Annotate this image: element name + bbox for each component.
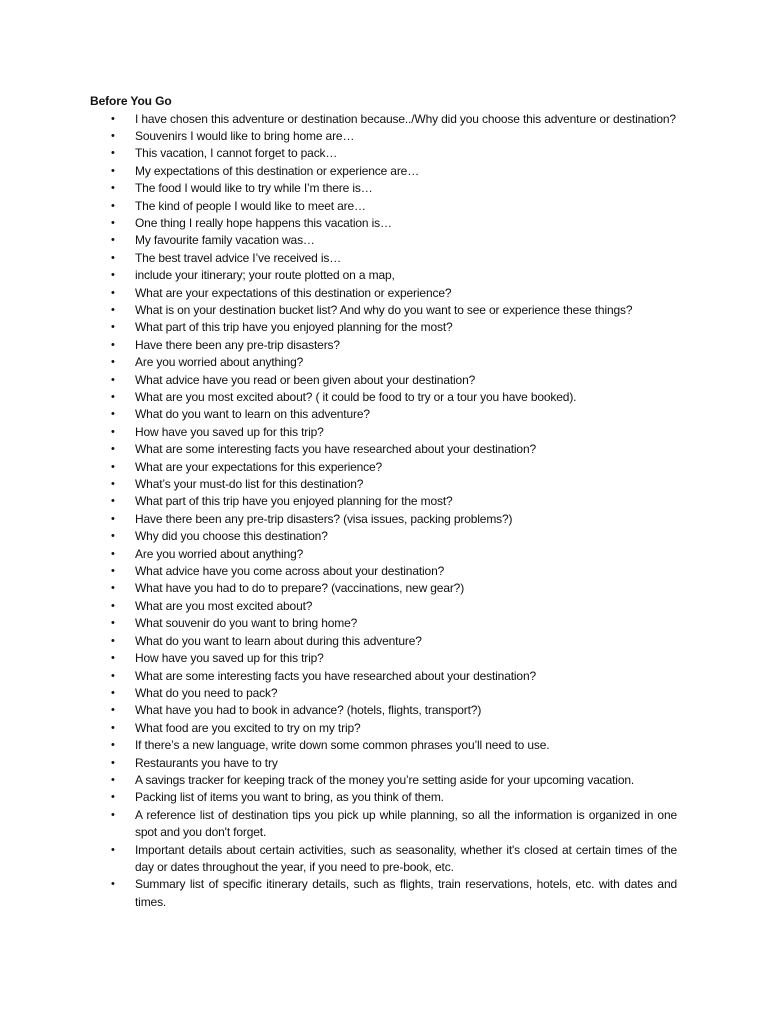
bullet-icon: • (111, 303, 115, 316)
list-item (90, 842, 677, 877)
bullet-icon: • (111, 669, 115, 682)
list-item (90, 337, 677, 354)
list-item (90, 476, 677, 493)
bullet-icon: • (111, 164, 115, 177)
bullet-icon: • (111, 182, 115, 195)
bullet-icon: • (111, 617, 115, 630)
list-item-text: What are you most excited about? ( it could be food to try or a tour you have booked). (135, 390, 577, 404)
list-item-text: What part of this trip have you enjoyed planning for the most? (135, 320, 453, 335)
list-item-text: Summary list of specific itinerary details, such as flights, train reservations, hotels, etc. with dates and times. (135, 877, 677, 909)
list-item (90, 215, 677, 232)
list-item (90, 250, 677, 267)
list-item-text: A savings tracker for keeping track of the money you’re setting aside for your upcoming vacation. (135, 772, 635, 787)
list-item (90, 563, 677, 580)
list-item-text: Important details about certain activities, such as seasonality, whether it's closed at certain times of the day or dates throughout the year, if you need to pre-book, etc. (135, 842, 677, 874)
list-item-text: include your itinerary; your route plotted on a map, (135, 268, 395, 283)
bullet-icon: • (111, 216, 115, 229)
list-item (90, 685, 677, 702)
list-item-text: Packing list of items you want to bring, as you think of them. (135, 790, 444, 805)
list-item (90, 511, 677, 528)
bullet-icon: • (111, 547, 115, 560)
list-item (90, 493, 677, 510)
bullet-icon: • (111, 565, 115, 578)
list-item-text: What food are you excited to try on my trip? (135, 720, 361, 735)
list-item (90, 441, 677, 458)
bullet-icon: • (111, 478, 115, 491)
list-item-text: The food I would like to try while I’m there is… (135, 181, 373, 196)
list-item (90, 789, 677, 806)
list-item (90, 319, 677, 336)
list-item-text: What are some interesting facts you have researched about your destination? (135, 442, 536, 457)
bullet-icon: • (111, 721, 115, 734)
bullet-icon: • (111, 234, 115, 247)
bullet-icon: • (111, 756, 115, 769)
list-item-text: What have you had to do to prepare? (vaccinations, new gear?) (135, 581, 465, 596)
list-item (90, 232, 677, 249)
list-item (90, 720, 677, 737)
bullet-icon: • (111, 582, 115, 595)
list-item (90, 650, 677, 667)
list-item-text: My expectations of this destination or experience are… (135, 163, 420, 178)
list-item-text: What are you most excited about? (135, 598, 313, 613)
list-item (90, 145, 677, 162)
bullet-icon: • (111, 634, 115, 647)
bullet-icon: • (111, 199, 115, 212)
bullet-icon: • (111, 443, 115, 456)
list-item (90, 302, 677, 319)
section-heading: Before You Go (90, 94, 172, 108)
list-item-text: What are your expectations of this destination or experience? (135, 285, 452, 300)
list-item-text: What have you had to book in advance? (hotels, flights, transport?) (135, 703, 482, 718)
bullet-icon: • (111, 356, 115, 369)
bullet-icon: • (111, 599, 115, 612)
list-item-text: What are your expectations for this experience? (135, 459, 383, 474)
list-item-text: Souvenirs I would like to bring home are… (135, 128, 355, 143)
bullet-icon: • (111, 286, 115, 299)
bullet-icon: • (111, 791, 115, 804)
list-item-text: What souvenir do you want to bring home? (135, 616, 358, 631)
bullet-icon: • (111, 808, 115, 821)
list-item-text: What do you want to learn about during this adventure? (135, 633, 422, 648)
list-item-text: What part of this trip have you enjoyed planning for the most? (135, 494, 453, 509)
bullet-icon: • (111, 338, 115, 351)
list-item-text: What advice have you read or been given about your destination? (135, 372, 476, 387)
list-item (90, 615, 677, 632)
list-item (90, 668, 677, 685)
list-item (90, 354, 677, 371)
list-item (90, 389, 677, 406)
list-item-text: Have there been any pre-trip disasters? (135, 337, 340, 352)
bullet-icon: • (111, 686, 115, 699)
list-item-text: Restaurants you have to try (135, 755, 278, 770)
list-item-text: How have you saved up for this trip? (135, 424, 324, 439)
list-item (90, 737, 677, 754)
bullet-icon: • (111, 425, 115, 438)
list-item-text: Are you worried about anything? (135, 355, 304, 370)
bullet-icon: • (111, 773, 115, 786)
list-item-text: Why did you choose this destination? (135, 529, 328, 544)
list-item (90, 772, 677, 789)
list-item-text: The best travel advice I’ve received is… (135, 250, 342, 265)
list-item-text: How have you saved up for this trip? (135, 651, 324, 666)
bullet-icon: • (111, 321, 115, 334)
list-item (90, 424, 677, 441)
list-item (90, 633, 677, 650)
bullet-icon: • (111, 391, 115, 403)
bullet-icon: • (111, 878, 115, 891)
list-item (90, 598, 677, 615)
bullet-icon: • (111, 704, 115, 717)
list-item (90, 128, 677, 145)
list-item (90, 180, 677, 197)
list-item (90, 372, 677, 389)
list-item-text: Have there been any pre-trip disasters? (visa issues, packing problems?) (135, 511, 513, 526)
list-item-text: A reference list of destination tips you pick up while planning, so all the information is organized in one spot and you don't forget. (135, 807, 677, 840)
bullet-icon: • (111, 495, 115, 508)
bullet-list (90, 111, 677, 912)
list-item (90, 546, 677, 563)
list-item-text: My favourite family vacation was… (135, 233, 315, 248)
bullet-icon: • (111, 652, 115, 665)
list-item (90, 459, 677, 476)
list-item-text: What do you need to pack? (135, 685, 278, 700)
bullet-icon: • (111, 129, 115, 142)
list-item-text: If there’s a new language, write down some common phrases you’ll need to use. (135, 738, 550, 753)
list-item (90, 198, 677, 215)
list-item-text: One thing I really hope happens this vacation is… (135, 215, 392, 230)
list-item-text: The kind of people I would like to meet are… (135, 198, 366, 213)
bullet-icon: • (111, 147, 115, 160)
bullet-icon: • (111, 112, 115, 125)
bullet-icon: • (111, 530, 115, 543)
list-item (90, 755, 677, 772)
bullet-icon: • (111, 739, 115, 752)
list-item-text: What is on your destination bucket list? And why do you want to see or experience these things? (135, 302, 633, 317)
list-item-text: What’s your must-do list for this destination? (135, 477, 364, 492)
list-item (90, 807, 677, 842)
bullet-icon: • (111, 373, 115, 386)
list-item-text: What are some interesting facts you have researched about your destination? (135, 668, 536, 683)
bullet-icon: • (111, 251, 115, 264)
list-item-text: This vacation, I cannot forget to pack… (135, 146, 338, 161)
bullet-icon: • (111, 408, 115, 421)
list-item (90, 528, 677, 545)
bullet-icon: • (111, 512, 115, 525)
list-item (90, 111, 677, 128)
list-item (90, 267, 677, 284)
list-item-text: Are you worried about anything? (135, 546, 304, 561)
list-item-text: I have chosen this adventure or destination because../Why did you choose this adventure or destination? (135, 111, 676, 126)
list-item (90, 876, 677, 911)
list-item (90, 406, 677, 423)
list-item-text: What do you want to learn on this adventure? (135, 407, 370, 422)
bullet-icon: • (111, 460, 115, 473)
list-item-text: What advice have you come across about your destination? (135, 564, 445, 579)
list-item (90, 163, 677, 180)
list-item (90, 285, 677, 302)
bullet-icon: • (111, 269, 115, 282)
list-item (90, 580, 677, 597)
list-item (90, 702, 677, 719)
bullet-icon: • (111, 843, 115, 856)
